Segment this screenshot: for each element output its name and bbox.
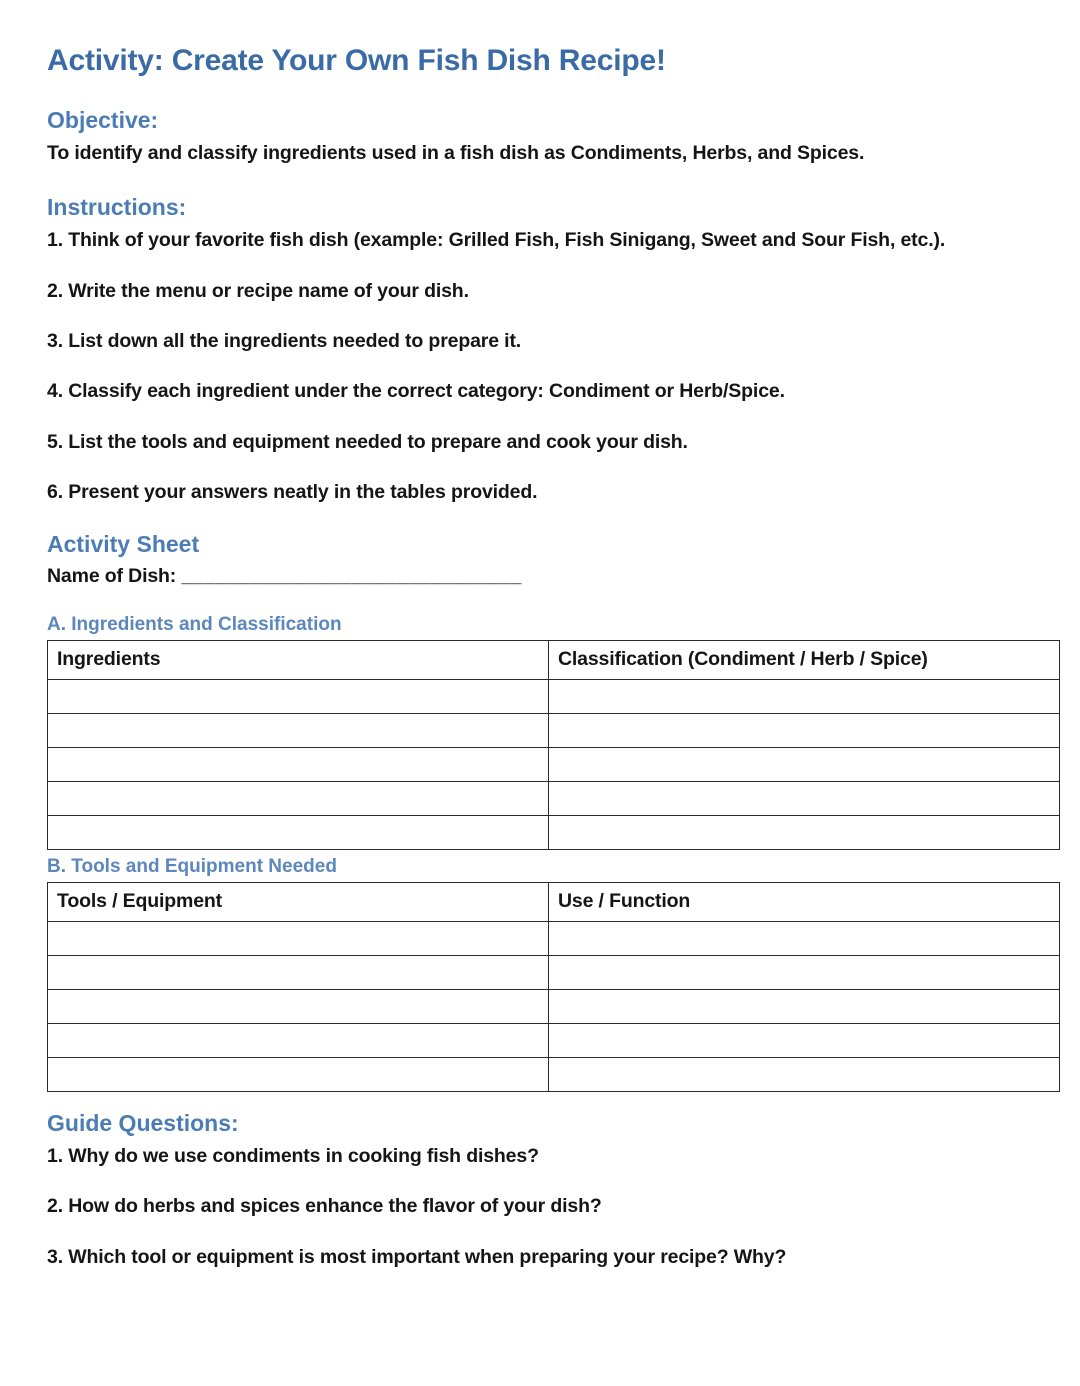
- table-cell[interactable]: [548, 747, 1059, 781]
- objective-section: [47, 107, 1060, 166]
- table-cell[interactable]: [548, 815, 1059, 849]
- table-cell[interactable]: [48, 1023, 549, 1057]
- table-cell[interactable]: [548, 781, 1059, 815]
- table-cell[interactable]: [548, 921, 1059, 955]
- instruction-item: 1. Think of your favorite fish dish (example: Grilled Fish, Fish Sinigang, Sweet and Sour Fish, etc.).: [47, 229, 946, 252]
- table-cell[interactable]: [48, 815, 549, 849]
- objective-text: To identify and classify ingredients used in a fish dish as Condiments, Herbs, and Spices.: [47, 142, 865, 165]
- instruction-item: 5. List the tools and equipment needed to prepare and cook your dish.: [47, 430, 688, 453]
- tools-section: [47, 856, 1060, 1092]
- table-cell[interactable]: [48, 955, 549, 989]
- table-cell[interactable]: [548, 713, 1059, 747]
- table-row: [48, 1023, 1060, 1057]
- table-header-row: [48, 882, 1060, 921]
- instruction-item: 6. Present your answers neatly in the tables provided.: [47, 481, 538, 504]
- name-of-dish-input[interactable]: ______________________________: [181, 564, 522, 587]
- ingredients-table-heading: A. Ingredients and Classification: [47, 613, 342, 635]
- tools-table: [47, 882, 1060, 1092]
- column-header-ingredients: Ingredients: [48, 640, 549, 679]
- table-row: [48, 679, 1060, 713]
- table-row: [48, 921, 1060, 955]
- instructions-list: [47, 228, 1060, 504]
- name-of-dish-label: Name of Dish:: [47, 564, 177, 587]
- table-row: [48, 955, 1060, 989]
- guide-question-item: 3. Which tool or equipment is most important when preparing your recipe? Why?: [47, 1245, 787, 1268]
- instructions-section: [47, 194, 1060, 505]
- table-cell[interactable]: [548, 1057, 1059, 1091]
- table-row: [48, 1057, 1060, 1091]
- instruction-item: 2. Write the menu or recipe name of your dish.: [47, 279, 469, 302]
- instruction-item: 3. List down all the ingredients needed to prepare it.: [47, 330, 522, 352]
- table-cell[interactable]: [48, 1057, 549, 1091]
- guide-question-item: 1. Why do we use condiments in cooking fish dishes?: [47, 1144, 539, 1167]
- table-cell[interactable]: [548, 989, 1059, 1023]
- table-cell[interactable]: [548, 1023, 1059, 1057]
- guide-question-item: 2. How do herbs and spices enhance the flavor of your dish?: [47, 1195, 602, 1218]
- table-row: [48, 747, 1060, 781]
- ingredients-table: [47, 640, 1060, 850]
- table-header-row: [48, 640, 1060, 679]
- guide-questions-heading: Guide Questions:: [47, 1109, 239, 1136]
- tools-table-heading: B. Tools and Equipment Needed: [47, 855, 337, 877]
- table-row: [48, 815, 1060, 849]
- table-cell[interactable]: [48, 747, 549, 781]
- ingredients-section: [47, 614, 1060, 850]
- page-title: Activity: Create Your Own Fish Dish Recipe!: [47, 44, 666, 77]
- table-cell[interactable]: [48, 989, 549, 1023]
- table-row: [48, 713, 1060, 747]
- table-cell[interactable]: [48, 679, 549, 713]
- guide-questions-list: [47, 1144, 1060, 1269]
- column-header-tools: Tools / Equipment: [48, 882, 549, 921]
- table-row: [48, 781, 1060, 815]
- table-cell[interactable]: [48, 921, 549, 955]
- objective-heading: Objective:: [47, 107, 159, 133]
- table-cell[interactable]: [548, 679, 1059, 713]
- activity-sheet-heading: Activity Sheet: [47, 530, 200, 557]
- table-cell[interactable]: [548, 955, 1059, 989]
- table-cell[interactable]: [48, 781, 549, 815]
- activity-sheet-section: [47, 531, 1060, 588]
- instruction-item: 4. Classify each ingredient under the correct category: Condiment or Herb/Spice.: [47, 380, 785, 403]
- table-row: [48, 989, 1060, 1023]
- column-header-use-function: Use / Function: [548, 882, 1059, 921]
- column-header-classification: Classification (Condiment / Herb / Spice): [548, 640, 1059, 679]
- guide-questions-section: [47, 1110, 1060, 1270]
- instructions-heading: Instructions:: [47, 193, 187, 220]
- name-of-dish-line: [47, 565, 1060, 588]
- table-cell[interactable]: [48, 713, 549, 747]
